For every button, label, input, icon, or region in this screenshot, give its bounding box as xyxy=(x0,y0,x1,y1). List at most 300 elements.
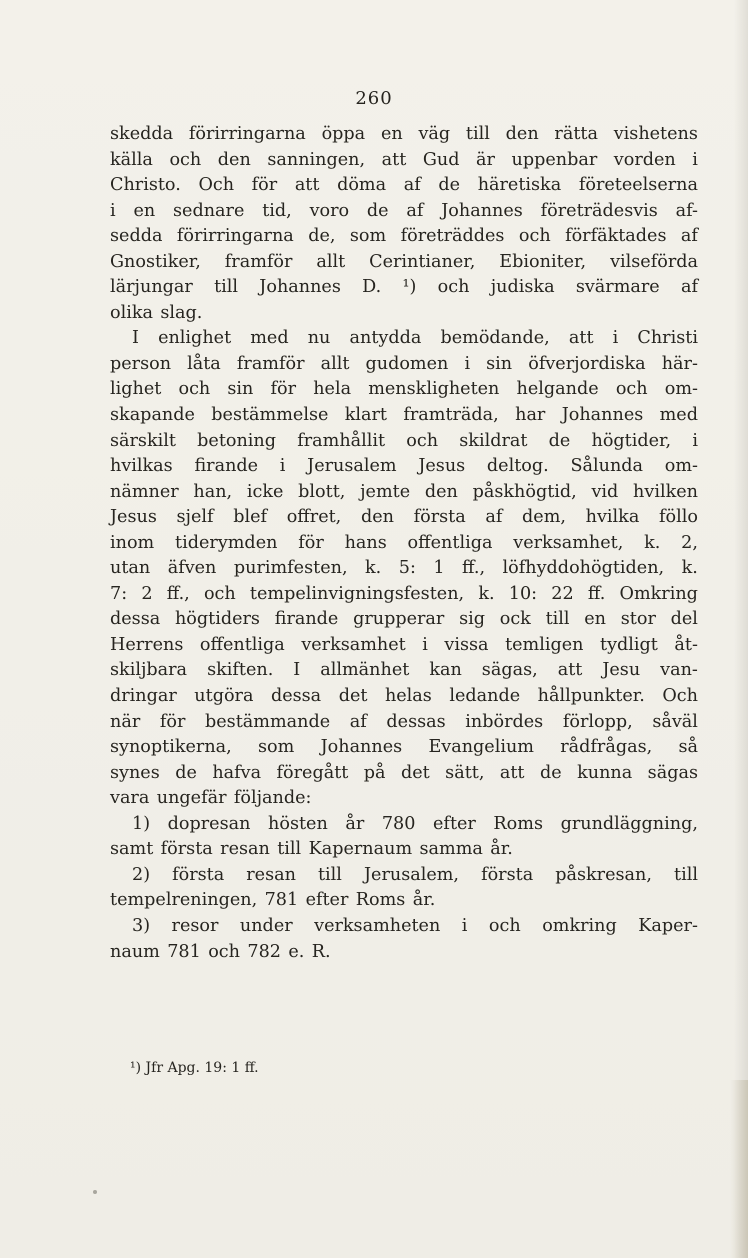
word: Kaper- xyxy=(638,915,698,936)
word: och xyxy=(178,379,211,400)
word: resor xyxy=(171,915,219,936)
word: deltog. xyxy=(486,456,549,477)
word: att xyxy=(381,149,407,170)
word: och xyxy=(203,583,236,604)
word: år. xyxy=(490,839,513,860)
word: tydligt xyxy=(600,634,658,655)
word: ff. xyxy=(587,583,606,604)
word: följande: xyxy=(233,788,312,809)
text-line xyxy=(110,301,698,327)
word: utgöra xyxy=(194,686,254,707)
word: 2 xyxy=(141,583,153,604)
word: och xyxy=(488,915,521,936)
text-line xyxy=(110,633,698,659)
word: bestämmande xyxy=(205,711,331,732)
word: i xyxy=(692,430,698,451)
word: tempelinvigningsfesten, xyxy=(249,583,465,604)
text-line xyxy=(110,531,698,557)
word: att xyxy=(568,328,594,349)
word: nu xyxy=(307,328,331,349)
word: Jesus xyxy=(110,507,157,528)
word: den xyxy=(424,481,458,502)
word: firande xyxy=(274,609,339,630)
word: olika xyxy=(110,302,153,323)
word: Jesu xyxy=(602,660,641,681)
word: i xyxy=(461,915,468,936)
text-line xyxy=(110,658,698,684)
word: 1) xyxy=(132,813,151,834)
text-line xyxy=(110,505,698,531)
word: Ebioniter, xyxy=(499,251,587,272)
word: hans xyxy=(344,532,387,553)
word: offentliga xyxy=(407,532,493,553)
word: de, xyxy=(308,226,336,247)
word: ff., xyxy=(462,558,486,579)
word: och xyxy=(208,941,240,962)
word: I xyxy=(132,328,139,349)
word: kunna xyxy=(577,762,633,783)
word: blott, xyxy=(298,481,346,502)
word: inom xyxy=(110,532,155,553)
word: högtider, xyxy=(591,430,672,451)
word: Jerusalem xyxy=(307,456,397,477)
word: 1 xyxy=(433,558,445,579)
word: Gud xyxy=(422,149,460,170)
word: vid xyxy=(591,481,619,502)
word: omkring xyxy=(542,915,617,936)
word: Jerusalem, xyxy=(363,864,460,885)
word: naum xyxy=(110,941,160,962)
word: skiljbara xyxy=(110,660,188,681)
word: 781 xyxy=(264,890,299,911)
text-line xyxy=(110,122,698,148)
word: för xyxy=(298,532,324,553)
word: sanningen, xyxy=(267,149,366,170)
word: i xyxy=(612,328,619,349)
word: Och xyxy=(662,686,698,707)
word: föllo xyxy=(659,507,698,528)
word: framträda, xyxy=(403,405,499,426)
word: en xyxy=(380,124,403,144)
word: och xyxy=(406,430,439,451)
word: hållpunkter. xyxy=(537,686,645,707)
word: Evangelium xyxy=(428,737,534,758)
word: påskhögtid, xyxy=(472,481,577,502)
word: utan xyxy=(110,558,151,579)
word: I xyxy=(293,660,301,681)
word: nämner xyxy=(110,481,179,502)
text-line xyxy=(110,377,698,403)
word: att xyxy=(499,762,525,783)
text-line xyxy=(110,454,698,480)
word: k. xyxy=(681,558,698,579)
word: Och xyxy=(198,175,235,196)
word: åt- xyxy=(674,634,698,655)
word: och xyxy=(169,149,202,170)
word: sin xyxy=(227,379,254,400)
word: af xyxy=(485,507,503,528)
word: helgande xyxy=(516,379,599,400)
word: på xyxy=(363,762,386,783)
body-text xyxy=(110,122,698,965)
word: dringar xyxy=(110,686,177,707)
word: skapande xyxy=(110,405,195,426)
word: år. xyxy=(412,890,436,911)
word: förlopp, xyxy=(562,711,633,732)
text-line xyxy=(110,735,698,761)
word: första xyxy=(413,507,466,528)
word: dessa xyxy=(270,686,322,707)
word: häretiska xyxy=(477,175,562,196)
word: Johannes xyxy=(561,405,644,426)
word: van- xyxy=(660,660,698,681)
word: under xyxy=(239,915,293,936)
word: första xyxy=(172,864,225,885)
word: verksamhet, xyxy=(513,532,624,553)
word: ock xyxy=(499,609,531,630)
word: förfäktades xyxy=(565,226,667,247)
word: synes xyxy=(110,762,160,783)
word: till xyxy=(465,124,490,144)
word: särskilt xyxy=(110,430,176,451)
word: sedda xyxy=(110,226,163,247)
word: företeelserna xyxy=(578,175,698,196)
word: tid, xyxy=(262,200,292,221)
word: af xyxy=(406,200,424,221)
word: resan xyxy=(220,839,270,860)
word: menskligheten xyxy=(368,379,500,400)
page-edge-stain xyxy=(730,1080,748,1258)
word: öppa xyxy=(321,124,366,144)
word: det xyxy=(400,762,430,783)
word: R. xyxy=(311,941,331,962)
word: till xyxy=(277,839,302,860)
word: efter xyxy=(305,890,349,911)
text-line xyxy=(110,607,698,633)
text-line xyxy=(110,403,698,429)
text-line xyxy=(110,786,698,812)
word: offentliga xyxy=(199,634,285,655)
word: år xyxy=(345,813,365,834)
word: sjelf xyxy=(176,507,214,528)
word: klart xyxy=(344,405,387,426)
word: lärjungar xyxy=(110,277,193,298)
word: dessa xyxy=(110,609,161,630)
word: källa xyxy=(110,149,153,170)
footnote: ¹) Jfr Apg. 19: 1 ff. xyxy=(130,1060,259,1076)
word: i xyxy=(110,200,116,221)
text-line xyxy=(110,199,698,225)
word: bestämmelse xyxy=(211,405,329,426)
word: betoning xyxy=(197,430,277,451)
word: och xyxy=(437,277,470,298)
text-line xyxy=(110,888,698,914)
word: vissa xyxy=(444,634,489,655)
word: tempelreningen, xyxy=(110,890,258,911)
word: dopresan xyxy=(167,813,251,834)
text-line xyxy=(110,429,698,455)
word: sednare xyxy=(173,200,245,221)
word: vilseförda xyxy=(610,251,698,272)
word: 3) xyxy=(132,915,151,936)
word: i xyxy=(692,149,698,170)
word: 780 xyxy=(381,813,416,834)
word: förirringarna xyxy=(188,124,306,144)
word: samt xyxy=(110,839,154,860)
word: efter xyxy=(433,813,476,834)
text-line xyxy=(110,914,698,940)
word: allmänhet xyxy=(320,660,410,681)
word: en xyxy=(133,200,156,221)
word: verksamheten xyxy=(314,915,441,936)
word: sägas, xyxy=(481,660,538,681)
word: de xyxy=(548,430,571,451)
text-line xyxy=(110,352,698,378)
word: af xyxy=(403,175,421,196)
word: verksamhet xyxy=(301,634,406,655)
word: kan xyxy=(429,660,462,681)
word: k. xyxy=(478,583,495,604)
text-line xyxy=(110,582,698,608)
word: synoptikerna, xyxy=(110,737,232,758)
word: öfverjordiska xyxy=(528,353,646,374)
word: resan xyxy=(246,864,296,885)
word: Roms xyxy=(355,890,406,911)
word: vara xyxy=(110,788,150,809)
word: 2, xyxy=(681,532,698,553)
text-line xyxy=(110,275,698,301)
page-number: 260 xyxy=(355,88,393,109)
word: framför xyxy=(224,251,293,272)
text-line xyxy=(110,480,698,506)
word: ungefär xyxy=(156,788,227,809)
text-line xyxy=(110,148,698,174)
word: första xyxy=(160,839,213,860)
word: sätt, xyxy=(445,762,485,783)
word: med xyxy=(659,405,698,426)
word: skedda xyxy=(110,124,174,144)
word: lighet xyxy=(110,379,162,400)
word: stor xyxy=(620,609,656,630)
word: skiften. xyxy=(207,660,274,681)
word: sig xyxy=(459,609,485,630)
word: de xyxy=(539,762,562,783)
text-line xyxy=(110,940,698,966)
word: hvilka xyxy=(585,507,640,528)
word: af xyxy=(680,226,698,247)
word: skildrat xyxy=(459,430,528,451)
word: 2) xyxy=(132,864,151,885)
word: hvilkas xyxy=(110,456,173,477)
text-line xyxy=(110,710,698,736)
text-line xyxy=(110,863,698,889)
word: firande xyxy=(194,456,259,477)
word: har xyxy=(515,405,546,426)
word: temligen xyxy=(505,634,584,655)
word: slag. xyxy=(160,302,203,323)
paper-speck xyxy=(93,1190,97,1194)
word: döma xyxy=(337,175,387,196)
word: låta xyxy=(187,353,221,374)
word: Kapernaum xyxy=(308,839,413,860)
text-line xyxy=(110,250,698,276)
word: 10: xyxy=(508,583,538,604)
word: vorden xyxy=(613,149,676,170)
word: uppenbar xyxy=(511,149,598,170)
word: han, xyxy=(193,481,233,502)
word: antydda xyxy=(349,328,422,349)
word: Sålunda xyxy=(570,456,644,477)
text-line xyxy=(110,761,698,787)
word: Christi xyxy=(637,328,698,349)
word: löfhyddohögtiden, xyxy=(502,558,665,579)
word: af xyxy=(680,277,698,298)
word: det xyxy=(338,686,368,707)
word: om- xyxy=(664,456,698,477)
word: bemödande, xyxy=(440,328,550,349)
text-line xyxy=(110,837,698,863)
word: svärmare xyxy=(575,277,660,298)
word: väg xyxy=(418,124,451,144)
word: som xyxy=(258,737,295,758)
word: hvilken xyxy=(633,481,698,502)
word: person xyxy=(110,353,172,374)
text-line xyxy=(110,684,698,710)
word: framhållit xyxy=(297,430,386,451)
word: de xyxy=(438,175,461,196)
word: grupperar xyxy=(353,609,445,630)
word: till xyxy=(545,609,570,630)
word: rätta xyxy=(554,124,598,144)
word: jemte xyxy=(360,481,411,502)
word: framför xyxy=(236,353,305,374)
text-line xyxy=(110,224,698,250)
word: Cerintianer, xyxy=(369,251,476,272)
word: 22 xyxy=(551,583,574,604)
word: högtiders xyxy=(174,609,260,630)
word: den xyxy=(505,124,539,144)
word: dem, xyxy=(522,507,566,528)
word: 5: xyxy=(398,558,416,579)
page-edge-shadow xyxy=(734,0,748,1258)
word: är xyxy=(476,149,495,170)
word: dessas xyxy=(386,711,446,732)
word: vishetens xyxy=(613,124,698,144)
word: e. xyxy=(288,941,305,962)
word: att xyxy=(294,175,320,196)
text-line xyxy=(110,173,698,199)
word: de xyxy=(175,762,197,783)
word: föregått xyxy=(276,762,349,783)
word: tiderymden xyxy=(175,532,278,553)
word: del xyxy=(670,609,698,630)
word: 7: xyxy=(110,583,128,604)
word: den xyxy=(360,507,394,528)
word: till xyxy=(214,277,239,298)
word: Gnostiker, xyxy=(110,251,201,272)
word: till xyxy=(674,864,698,885)
word: purimfesten, xyxy=(233,558,348,579)
word: till xyxy=(317,864,342,885)
word: blef xyxy=(233,507,268,528)
word: såväl xyxy=(652,711,698,732)
word: förirringarna xyxy=(176,226,294,247)
word: här- xyxy=(661,353,698,374)
word: k. xyxy=(644,532,661,553)
word: hafva xyxy=(212,762,262,783)
word: Roms xyxy=(493,813,543,834)
text-line xyxy=(110,556,698,582)
word: 782 xyxy=(247,941,281,962)
word: grundläggning, xyxy=(560,813,698,834)
word: för xyxy=(159,711,186,732)
word: hela xyxy=(313,379,352,400)
word: enlighet xyxy=(158,328,232,349)
word: som xyxy=(349,226,387,247)
word: Herrens xyxy=(110,634,184,655)
word: sin xyxy=(486,353,513,374)
word: äfven xyxy=(167,558,217,579)
text-line xyxy=(110,812,698,838)
word: rådfrågas, xyxy=(560,737,653,758)
word: judiska xyxy=(490,277,555,298)
word: för xyxy=(270,379,297,400)
word: Jesus xyxy=(418,456,466,477)
word: ff., xyxy=(166,583,190,604)
word: allt xyxy=(320,353,350,374)
word: allt xyxy=(316,251,346,272)
word: en xyxy=(584,609,607,630)
word: i xyxy=(464,353,471,374)
word: påskresan, xyxy=(555,864,652,885)
word: k. xyxy=(365,558,382,579)
word: ledande xyxy=(449,686,521,707)
word: företräddes xyxy=(400,226,505,247)
word: inbördes xyxy=(465,711,544,732)
word: Johannes xyxy=(441,200,523,221)
word: hösten xyxy=(268,813,328,834)
word: med xyxy=(250,328,289,349)
word: den xyxy=(217,149,251,170)
word: företrädesvis xyxy=(540,200,658,221)
word: Omkring xyxy=(619,583,698,604)
word: första xyxy=(481,864,534,885)
word: af xyxy=(349,711,367,732)
word: ¹) xyxy=(402,277,417,298)
word: i xyxy=(422,634,428,655)
word: icke xyxy=(246,481,284,502)
word: de xyxy=(366,200,389,221)
word: helas xyxy=(384,686,432,707)
word: sägas xyxy=(647,762,698,783)
word: gudomen xyxy=(365,353,449,374)
word: när xyxy=(110,711,141,732)
word: om- xyxy=(664,379,698,400)
word: för xyxy=(251,175,278,196)
word: så xyxy=(678,737,698,758)
word: Johannes xyxy=(320,737,403,758)
word: 781 xyxy=(167,941,201,962)
word: och xyxy=(615,379,648,400)
word: D. xyxy=(362,277,382,298)
text-line xyxy=(110,326,698,352)
word: att xyxy=(557,660,583,681)
word: offret, xyxy=(286,507,342,528)
word: samma xyxy=(419,839,483,860)
word: Johannes xyxy=(259,277,341,298)
word: och xyxy=(518,226,551,247)
word: voro xyxy=(309,200,350,221)
